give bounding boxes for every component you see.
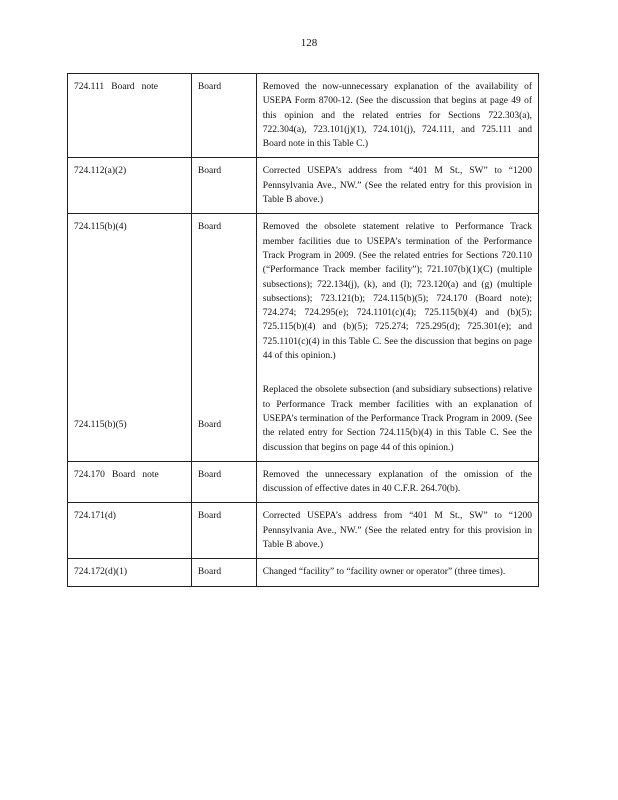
party-label: Board bbox=[197, 222, 222, 233]
table-row bbox=[68, 214, 539, 461]
party-label-b: Board bbox=[197, 419, 222, 430]
party-cell: Board bbox=[191, 503, 256, 559]
paragraph-gap bbox=[263, 363, 532, 383]
table-row bbox=[68, 559, 539, 586]
section-cell: 724.172(d)(1) bbox=[68, 559, 192, 586]
description-cell: Removed the now-unnecessary explanation of the availability of USEPA Form 8700-12. (See the discussion that begins at page 49 of this opinion and the related entries for Sections 722.303(a), 722.304(a), 723.101(j)(1), 724.101(j), 724.111, and 725.111 and Board note in this Table C.) bbox=[256, 74, 538, 158]
table-row bbox=[68, 461, 539, 503]
description-text-b: Replaced the obsolete subsection (and subsidiary subsections) relative to Performance Track member facilities with an explanation of USEPA’s termination of the Performance Track Program in 2009. (See the related entry for Section 724.115(b)(4) in this Table C. See the discussion that begins on page 44 of this opinion.) bbox=[262, 385, 532, 453]
description-text: Removed the obsolete statement relative to Performance Track member facilities due to USEPA’s termination of the Performance Track Program in 2009. (See the related entries for Sections 720.110 (“Performance Track member facility”); 721.107(b)(1)(C) (multiple subsections); 722.134(j), (k), and (l); 723.120(a) and (g) (multiple subsections); 723.121(b); 724.115(b)(5); 724.170 (Board note); 724.274; 724.295(e); 724.1101(c)(4); 725.115(b)(4) and (b)(5); 725.115(b)(4) and (b)(5); 725.274; 725.295(d); 725.301(e); and 725.1101(c)(4) in this Table C. See the discussion that begins on page 44 of this opinion.) bbox=[262, 222, 532, 362]
description-cell: Corrected USEPA’s address from “401 M St., SW” to “1200 Pennsylvania Ave., NW.” (See the related entry for this provision in Table B above.) bbox=[256, 158, 538, 214]
section-cell: 724.111 Board note bbox=[68, 74, 192, 158]
party-cell: Board bbox=[191, 74, 256, 158]
table-row bbox=[68, 74, 539, 158]
description-cell bbox=[256, 214, 538, 461]
description-cell: Removed the unnecessary explanation of the omission of the discussion of effective dates in 40 C.F.R. 264.70(b). bbox=[256, 461, 538, 503]
changes-table bbox=[67, 73, 539, 587]
section-spacer bbox=[74, 235, 185, 418]
page-number: 128 bbox=[300, 37, 318, 49]
section-label: 724.115(b)(4) bbox=[74, 222, 127, 233]
section-cell: 724.170 Board note bbox=[68, 461, 192, 503]
party-cell: Board bbox=[191, 559, 256, 586]
section-cell: 724.112(a)(2) bbox=[68, 158, 192, 214]
description-cell: Changed “facility” to “facility owner or operator” (three times). bbox=[256, 559, 538, 586]
section-cell: 724.171(d) bbox=[68, 503, 192, 559]
table-row bbox=[68, 503, 539, 559]
section-label-b: 724.115(b)(5) bbox=[74, 419, 127, 430]
party-spacer bbox=[198, 235, 250, 418]
section-cell bbox=[68, 214, 192, 461]
description-cell: Corrected USEPA’s address from “401 M St., SW” to “1200 Pennsylvania Ave., NW.” (See the related entry for this provision in Table B above.) bbox=[256, 503, 538, 559]
table-row bbox=[68, 158, 539, 214]
party-cell bbox=[191, 214, 256, 461]
party-cell: Board bbox=[191, 158, 256, 214]
party-cell: Board bbox=[191, 461, 256, 503]
